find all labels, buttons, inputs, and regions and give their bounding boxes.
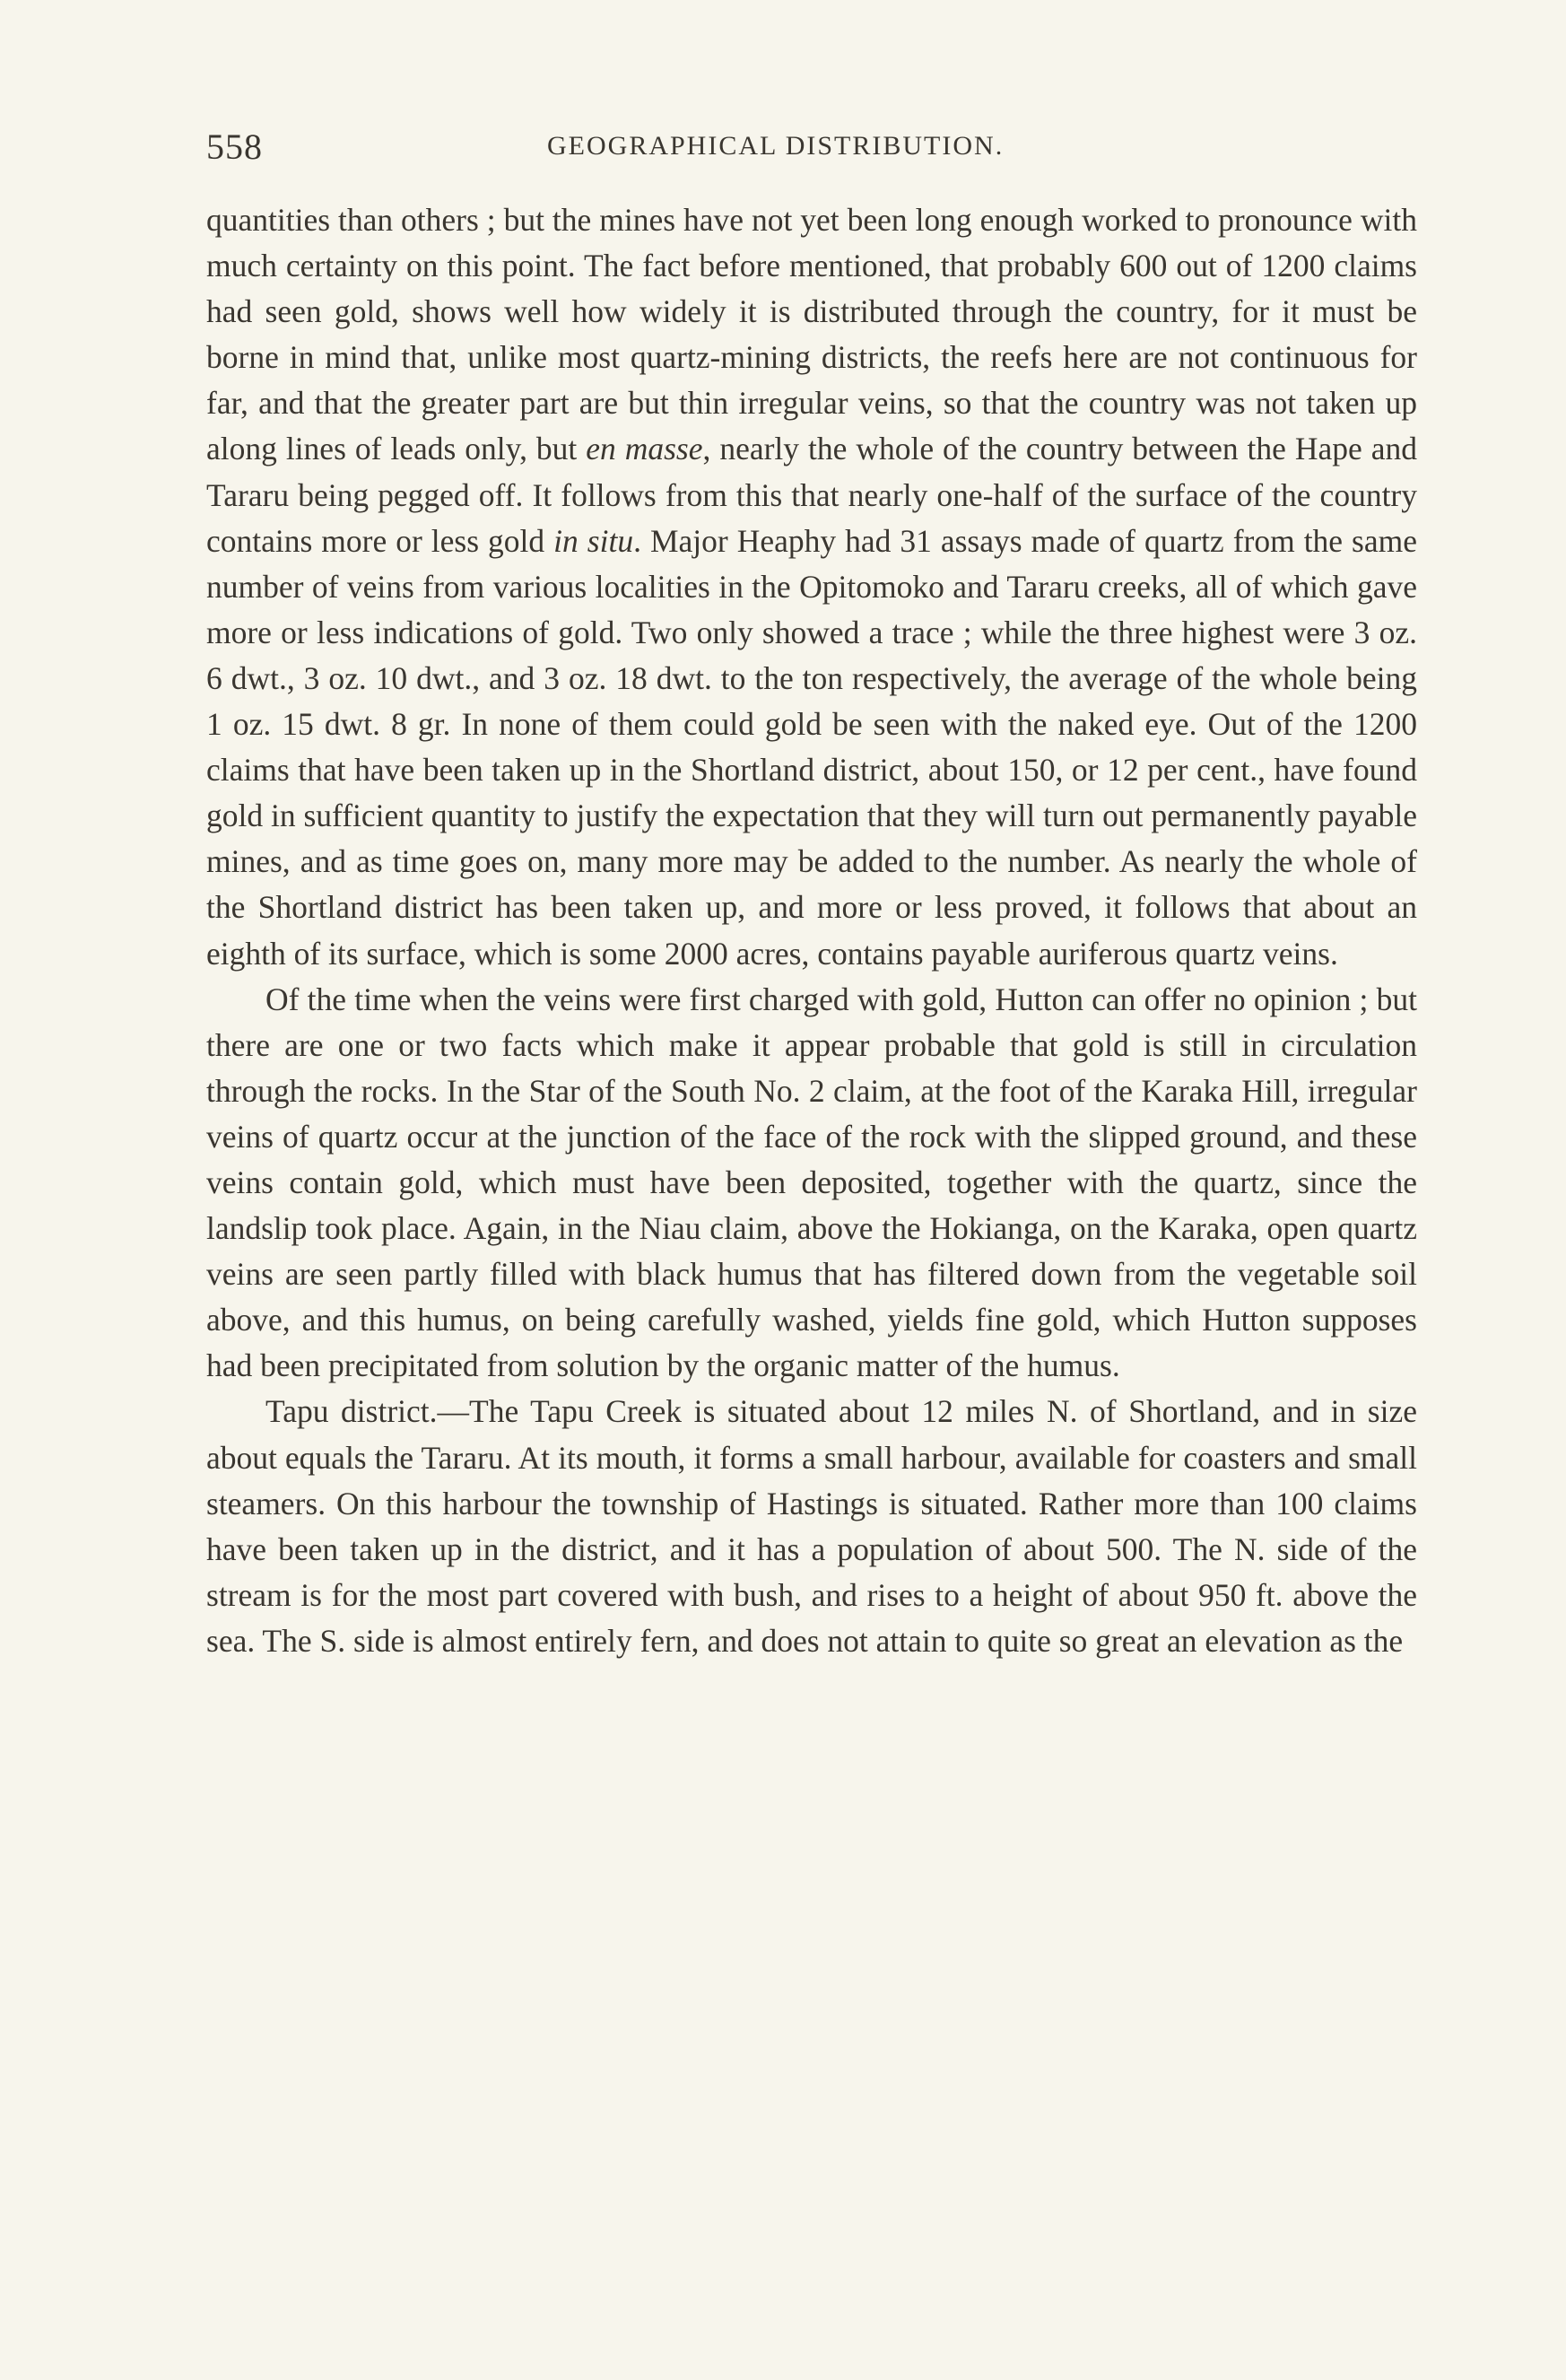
paragraph-1 xyxy=(206,197,1417,977)
text-run: . Major Heaphy had 31 assays made of quartz from the same number of veins from various localities in the Opitomoko and Tararu creeks, all of which gave more or less indications of gold. Two only showed a trace ; while the three highest were 3 oz. 6 dwt., 3 oz. 10 dwt., and 3 oz. 18 dwt. to the ton respectively, the average of the whole being 1 oz. 15 dwt. 8 gr. In none of them could gold be seen with the naked eye. Out of the 1200 claims that have been taken up in the Shortland district, about 150, or 12 per cent., have found gold in sufficient quantity to justify the expectation that they will turn out permanently payable mines, and as time goes on, many more may be added to the number. As nearly the whole of the Shortland district has been taken up, and more or less proved, it follows that about an eighth of its surface, which is some 2000 acres, contains payable auriferous quartz veins. xyxy=(206,522,1418,972)
book-page xyxy=(206,126,1417,1664)
paragraph-2 xyxy=(206,977,1417,1390)
page-number: 558 xyxy=(206,126,263,167)
italic-phrase: en masse xyxy=(586,431,703,467)
running-title: GEOGRAPHICAL DISTRIBUTION. xyxy=(547,131,1005,161)
running-head xyxy=(206,126,1417,179)
text-run: quantities than others ; but the mines have not yet been long enough worked to pronounce with much certainty on this point. The fact before mentioned, that probably 600 out of 1200 claims had seen gold, shows well how widely it is distributed through the country, for it must be borne in mind that, unlike most quartz-mining districts, the reefs here are not continuous for far, and that the greater part are but thin irregular veins, so that the country was not taken up along lines of leads only, but xyxy=(206,202,1417,467)
text-run: Tapu district.—The Tapu Creek is situated about 12 miles N. of Shortland, and in size about equals the Tararu. At its mouth, it forms a small harbour, available for coasters and small steamers. On this harbour the township of Hastings is situated. Rather more than 100 claims have been taken up in the district, and it has a population of about 500. The N. side of the stream is for the most part covered with bush, and rises to a height of about 950 ft. above the sea. The S. side is almost entirely fern, and does not attain to quite so great an elevation as the xyxy=(206,1393,1417,1659)
text-run: Of the time when the veins were first charged with gold, Hutton can offer no opinion ; but there are one or two facts which make it appear probable that gold is still in circulation through the rocks. In the Star of the South No. 2 claim, at the foot of the Karaka Hill, irregular veins of quartz occur at the junction of the face of the rock with the slipped ground, and these veins contain gold, which must have been deposited, together with the quartz, since the landslip took place. Again, in the Niau claim, above the Hokianga, on the Karaka, open quartz veins are seen partly filled with black humus that has filtered down from the vegetable soil above, and this humus, on being carefully washed, yields fine gold, which Hutton supposes had been precipitated from solution by the organic matter of the humus. xyxy=(206,981,1417,1384)
body-text xyxy=(206,197,1417,1664)
text-run: , nearly the whole of the country between the Hape and Tararu being pegged off. It follows from this that nearly one-half of the surface of the country contains more or less gold xyxy=(206,431,1417,559)
italic-phrase: in situ xyxy=(553,522,634,559)
paragraph-3 xyxy=(206,1389,1417,1664)
